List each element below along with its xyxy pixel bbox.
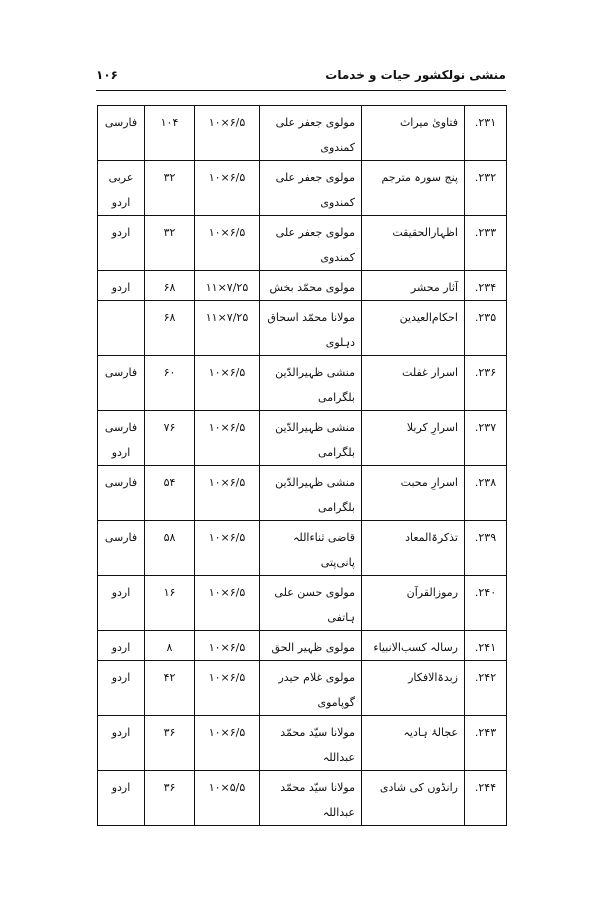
serial-number-cell	[465, 771, 507, 826]
language-line: فارسی	[104, 421, 138, 434]
pages-cell	[145, 661, 195, 716]
book-size: ۱۰×۶/۵	[208, 586, 246, 599]
page-header	[96, 60, 506, 91]
book-size: ۱۰×۵/۵	[208, 781, 246, 794]
book-title: رانڈوں کی شادی	[379, 781, 458, 794]
size-cell	[195, 771, 260, 826]
table-row	[98, 661, 507, 716]
page-count: ۱۶	[163, 586, 176, 599]
book-title-cell	[362, 771, 465, 826]
page-count: ۵۸	[163, 531, 176, 544]
author-cell	[260, 271, 362, 301]
language-line: فارسی	[104, 116, 138, 129]
book-size: ۱۰×۶/۵	[208, 476, 246, 489]
language-cell	[98, 771, 145, 826]
book-title: عجالۂ ہادیہ	[403, 726, 458, 739]
author-line: کمندوی	[320, 251, 355, 264]
size-cell	[195, 271, 260, 301]
book-size: ۱۰×۶/۵	[208, 116, 246, 129]
language-cell	[98, 356, 145, 411]
author-cell	[260, 716, 362, 771]
page-number: ۱۰۶	[96, 68, 118, 82]
serial-number-cell	[465, 631, 507, 661]
size-cell	[195, 161, 260, 216]
author-cell	[260, 466, 362, 521]
book-title: اظہارالحقیقت	[392, 226, 458, 239]
serial-number: ۲۴۴.	[474, 781, 497, 794]
page-count: ۸	[166, 641, 173, 654]
table-row	[98, 356, 507, 411]
table-row	[98, 411, 507, 466]
pages-cell	[145, 716, 195, 771]
pages-cell	[145, 521, 195, 576]
author-cell	[260, 576, 362, 631]
language-cell	[98, 716, 145, 771]
serial-number: ۲۳۱.	[474, 116, 497, 129]
author-line: عبداللہ	[322, 806, 355, 819]
book-title-cell	[362, 216, 465, 271]
author-cell	[260, 356, 362, 411]
book-title: فتاویٰ میراث	[399, 116, 458, 129]
book-size: ۱۰×۶/۵	[208, 531, 246, 544]
book-title-cell	[362, 161, 465, 216]
book-title-cell	[362, 576, 465, 631]
pages-cell	[145, 466, 195, 521]
book-title: زبدۃالافکار	[408, 671, 458, 684]
author-cell	[260, 771, 362, 826]
table-row	[98, 521, 507, 576]
author-cell	[260, 411, 362, 466]
author-cell	[260, 521, 362, 576]
language-cell	[98, 271, 145, 301]
language-line: اردو	[111, 671, 131, 684]
author-cell	[260, 106, 362, 161]
book-size: ۱۰×۶/۵	[208, 641, 246, 654]
language-line: اردو	[111, 586, 131, 599]
book-size: ۱۱×۷/۲۵	[205, 281, 249, 294]
running-title: منشی نولکشور حیات و خدمات	[325, 68, 506, 82]
language-line: فارسی	[104, 476, 138, 489]
size-cell	[195, 466, 260, 521]
size-cell	[195, 716, 260, 771]
author-line: مولانا سیّد محمّد	[280, 726, 355, 739]
serial-number-cell	[465, 521, 507, 576]
book-title: تذکرۃالمعاد	[405, 531, 458, 544]
serial-number-cell	[465, 716, 507, 771]
pages-cell	[145, 631, 195, 661]
book-size: ۱۰×۶/۵	[208, 366, 246, 379]
page-count: ۱۰۴	[160, 116, 179, 129]
language-line: اردو	[111, 781, 131, 794]
serial-number: ۲۳۴.	[474, 281, 497, 294]
pages-cell	[145, 301, 195, 356]
page-count: ۶۰	[163, 366, 176, 379]
book-title: اسرارِ کربلا	[406, 421, 458, 434]
author-cell	[260, 161, 362, 216]
size-cell	[195, 216, 260, 271]
serial-number-cell	[465, 271, 507, 301]
size-cell	[195, 576, 260, 631]
book-title: رموزالقرآن	[406, 586, 458, 599]
book-title: اسرار غفلت	[402, 366, 458, 379]
author-line: ہاتفی	[327, 611, 355, 624]
page-count: ۶۸	[163, 311, 176, 324]
book-size: ۱۰×۶/۵	[208, 171, 246, 184]
size-cell	[195, 356, 260, 411]
book-title-cell	[362, 301, 465, 356]
author-line: کمندوی	[320, 141, 355, 154]
serial-number-cell	[465, 661, 507, 716]
author-line: منشی ظہیرالدّین	[275, 421, 355, 434]
book-title-cell	[362, 466, 465, 521]
pages-cell	[145, 161, 195, 216]
page-count: ۵۴	[163, 476, 176, 489]
language-cell	[98, 521, 145, 576]
pages-cell	[145, 356, 195, 411]
language-cell	[98, 411, 145, 466]
book-title: احکام‌العیدین	[399, 311, 458, 324]
book-title: آثار محشر	[410, 281, 458, 294]
language-line: عربی	[108, 171, 134, 184]
author-cell	[260, 301, 362, 356]
author-line: مولوی محمّد بخش	[269, 281, 355, 294]
author-line: عبداللہ	[322, 751, 355, 764]
serial-number: ۲۳۶.	[474, 366, 497, 379]
author-cell	[260, 631, 362, 661]
author-line: مولوی حسن علی	[274, 586, 355, 599]
language-cell	[98, 576, 145, 631]
page-count: ۶۸	[163, 281, 176, 294]
book-title-cell	[362, 411, 465, 466]
author-cell	[260, 216, 362, 271]
serial-number: ۲۴۱.	[474, 641, 497, 654]
author-line: دہلوی	[325, 336, 355, 349]
language-line: اردو	[111, 281, 131, 294]
author-line: مولوی جعفر علی	[275, 116, 355, 129]
author-line: مولوی ظہیر الحق	[271, 641, 355, 654]
author-line: مولوی جعفر علی	[275, 171, 355, 184]
size-cell	[195, 411, 260, 466]
language-line: فارسی	[104, 366, 138, 379]
serial-number-cell	[465, 466, 507, 521]
serial-number: ۲۳۲.	[474, 171, 497, 184]
serial-number: ۲۳۳.	[474, 226, 497, 239]
author-line: مولانا سیّد محمّد	[280, 781, 355, 794]
author-line: بلگرامی	[318, 501, 355, 514]
language-cell	[98, 466, 145, 521]
author-line: کمندوی	[320, 196, 355, 209]
language-line: اردو	[111, 641, 131, 654]
page-count: ۳۲	[163, 226, 176, 239]
language-line: اردو	[111, 196, 131, 209]
pages-cell	[145, 216, 195, 271]
language-cell	[98, 631, 145, 661]
table-row	[98, 631, 507, 661]
author-line: بلگرامی	[318, 391, 355, 404]
pages-cell	[145, 771, 195, 826]
pages-cell	[145, 411, 195, 466]
book-title-cell	[362, 356, 465, 411]
author-line: مولانا محمّد اسحاق	[267, 311, 355, 324]
table-row	[98, 271, 507, 301]
serial-number: ۲۳۸.	[474, 476, 497, 489]
serial-number: ۲۴۰.	[474, 586, 497, 599]
serial-number-cell	[465, 411, 507, 466]
book-title-cell	[362, 716, 465, 771]
author-line: بلگرامی	[318, 446, 355, 459]
table-row	[98, 216, 507, 271]
book-title: پنج سورہ مترجم	[381, 171, 458, 184]
book-size: ۱۰×۶/۵	[208, 421, 246, 434]
pages-cell	[145, 271, 195, 301]
language-line: اردو	[111, 726, 131, 739]
table-row	[98, 771, 507, 826]
author-line: منشی ظہیرالدّین	[275, 366, 355, 379]
table-row	[98, 576, 507, 631]
serial-number: ۲۳۷.	[474, 421, 497, 434]
page-count: ۴۲	[163, 671, 176, 684]
author-line: مولوی غلام حیدر	[278, 671, 355, 684]
author-cell	[260, 661, 362, 716]
serial-number: ۲۴۲.	[474, 671, 497, 684]
serial-number-cell	[465, 216, 507, 271]
language-line: اردو	[111, 446, 131, 459]
book-title-cell	[362, 661, 465, 716]
author-line: پانی‌پتی	[320, 556, 355, 569]
size-cell	[195, 631, 260, 661]
serial-number: ۲۳۵.	[474, 311, 497, 324]
serial-number-cell	[465, 106, 507, 161]
language-line: فارسی	[104, 531, 138, 544]
pages-cell	[145, 576, 195, 631]
serial-number-cell	[465, 356, 507, 411]
table-row	[98, 161, 507, 216]
table-row	[98, 106, 507, 161]
language-cell	[98, 661, 145, 716]
book-size: ۱۰×۶/۵	[208, 226, 246, 239]
author-line: قاضی ثناءاللہ	[292, 531, 355, 544]
table-row	[98, 716, 507, 771]
size-cell	[195, 106, 260, 161]
language-line: اردو	[111, 226, 131, 239]
size-cell	[195, 301, 260, 356]
book-title-cell	[362, 271, 465, 301]
book-size: ۱۱×۷/۲۵	[205, 311, 249, 324]
serial-number-cell	[465, 576, 507, 631]
book-title: اسرارِ محبت	[400, 476, 458, 489]
page-count: ۷۶	[163, 421, 176, 434]
book-title-cell	[362, 631, 465, 661]
author-line: گوپاموی	[317, 696, 355, 709]
language-cell	[98, 216, 145, 271]
size-cell	[195, 661, 260, 716]
book-size: ۱۰×۶/۵	[208, 726, 246, 739]
page-count: ۳۶	[163, 726, 176, 739]
book-size: ۱۰×۶/۵	[208, 671, 246, 684]
book-title-cell	[362, 521, 465, 576]
page-count: ۳۲	[163, 171, 176, 184]
page-count: ۳۶	[163, 781, 176, 794]
table-row	[98, 301, 507, 356]
author-line: مولوی جعفر علی	[275, 226, 355, 239]
book-title: رسالہ کسب‌الانبیاء	[373, 641, 458, 654]
table-body	[98, 106, 507, 826]
book-title-cell	[362, 106, 465, 161]
table-row	[98, 466, 507, 521]
serial-number-cell	[465, 301, 507, 356]
pages-cell	[145, 106, 195, 161]
size-cell	[195, 521, 260, 576]
serial-number: ۲۴۳.	[474, 726, 497, 739]
serial-number-cell	[465, 161, 507, 216]
language-cell	[98, 106, 145, 161]
author-line: منشی ظہیرالدّین	[275, 476, 355, 489]
serial-number: ۲۳۹.	[474, 531, 497, 544]
book-catalogue-table	[97, 105, 507, 826]
language-cell	[98, 301, 145, 356]
language-cell	[98, 161, 145, 216]
